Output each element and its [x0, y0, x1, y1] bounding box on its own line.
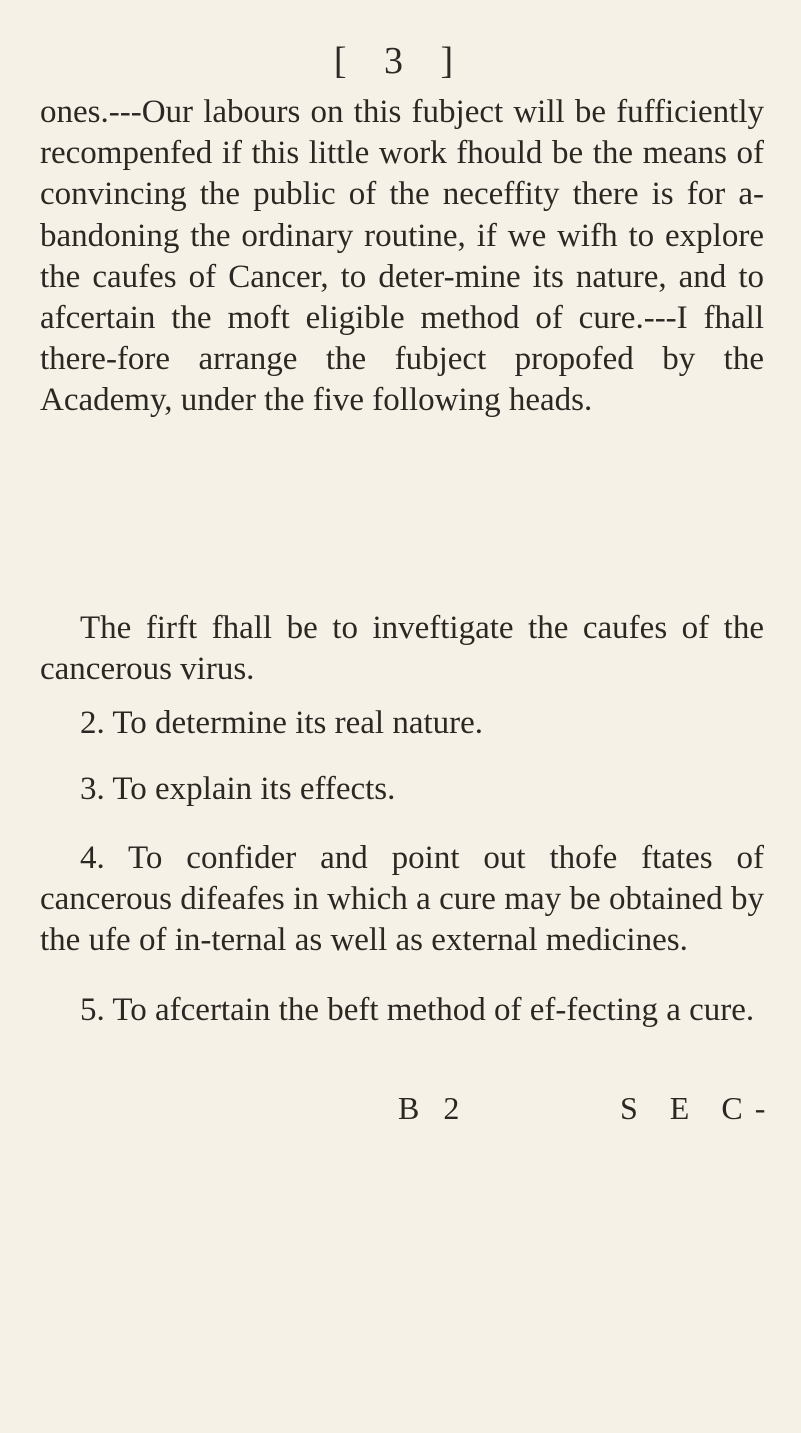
catchword: S E C- [620, 1090, 778, 1126]
list-item-4 [40, 838, 764, 962]
page-footer [0, 1090, 801, 1134]
signature-mark: B 2 [398, 1090, 468, 1126]
list-item-text: 3. To explain its effects. [80, 771, 396, 807]
paragraph-opening [40, 92, 764, 422]
list-item-text: 2. To determine its real nature. [80, 705, 484, 741]
list-item-text: 5. To afcertain the beft method of ef-fecting a cure. [80, 992, 755, 1028]
paragraph-text: ones.---Our labours on this fubject will be fufficiently recompenfed if this little work fhould be the means of convincing the public of the neceffity there is for a-bandoning the ordinary routine, if we wifh to explore the caufes of Cancer, to deter-mine its nature, and to afcertain the moft eligible method of cure.---I fhall there-fore arrange the fubject propofed by the Academy, under the five following heads. [40, 94, 764, 419]
list-item-2 [40, 703, 764, 744]
paragraph-text: The firft fhall be to inveftigate the caufes of the cancerous virus. [40, 610, 764, 688]
list-item-3 [40, 769, 764, 810]
list-item-5 [40, 990, 764, 1031]
paragraph-first-head [40, 608, 764, 690]
list-item-text: 4. To confider and point out thofe ftates of cancerous difeafes in which a cure may be obtained by the ufe of in-ternal as well as external medicines. [40, 840, 764, 959]
page-number: [ 3 ] [333, 40, 468, 82]
